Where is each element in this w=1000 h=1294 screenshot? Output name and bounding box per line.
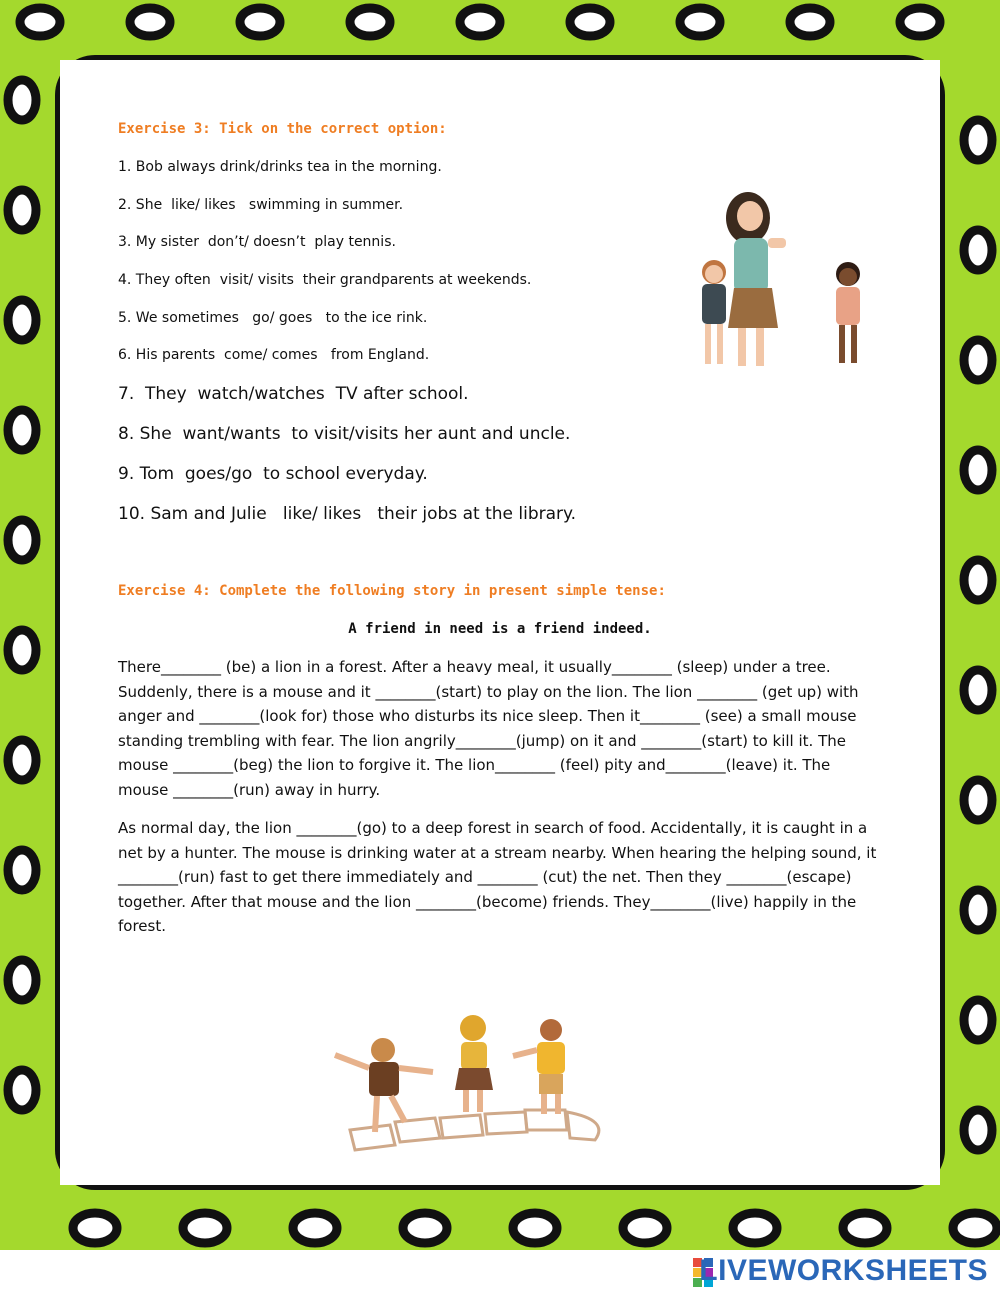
frame-ring [350,8,390,36]
frame-ring [73,1213,117,1243]
frame-ring [900,8,940,36]
exercise3-item: 4. They often visit/ visits their grandparents at weekends. [118,272,532,288]
frame-ring [403,1213,447,1243]
story-paragraph-2: As normal day, the lion ________(go) to a deep forest in search of food. Accidentally, it is caught in a net by a hunter. The mouse is drinking water at a stream nearby. When hearing the helping sound, it ________(run) fast to get there immediately and ________ (cut) the net. Then they ________(escape) together. After that mouse and the lion ________(become) friends. They________(live) happily in the forest. [118,819,877,936]
frame-ring [240,8,280,36]
frame-ring [964,340,992,380]
frame-ring [964,1110,992,1150]
exercise3-item: 10. Sam and Julie like/ likes their jobs at the library. [118,504,577,524]
frame-ring [680,8,720,36]
frame-ring [964,450,992,490]
frame-ring [183,1213,227,1243]
frame-ring [964,780,992,820]
teacher-with-children-illustration [690,188,875,378]
frame-ring [8,740,36,780]
exercise3-title: Exercise 3: Tick on the correct option: [118,121,447,137]
frame-ring [964,890,992,930]
frame-ring [623,1213,667,1243]
frame-ring [790,8,830,36]
frame-ring [8,190,36,230]
exercise3-item: 7. They watch/watches TV after school. [118,384,469,404]
exercise3-item: 9. Tom goes/go to school everyday. [118,464,428,484]
exercise3-item: 3. My sister don’t/ doesn’t play tennis. [118,234,396,250]
frame-ring [8,1070,36,1110]
exercise3-item: 5. We sometimes go/ goes to the ice rink. [118,310,428,326]
frame-ring [8,850,36,890]
frame-ring [20,8,60,36]
frame-ring [964,560,992,600]
exercise3-item: 1. Bob always drink/drinks tea in the morning. [118,159,442,175]
frame-ring [964,230,992,270]
frame-ring [843,1213,887,1243]
frame-ring [8,960,36,1000]
frame-ring [964,670,992,710]
frame-ring [460,8,500,36]
frame-ring [964,1000,992,1040]
frame-ring [8,520,36,560]
frame-ring [570,8,610,36]
story-title: A friend in need is a friend indeed. [348,621,652,637]
exercise3-item: 2. She like/ likes swimming in summer. [118,197,404,213]
frame-ring [293,1213,337,1243]
frame-ring [513,1213,557,1243]
exercise4-title: Exercise 4: Complete the following story in present simple tense: [118,583,666,599]
children-playing-hopscotch-illustration [325,1010,615,1175]
story-paragraph-1: There________ (be) a lion in a forest. After a heavy meal, it usually________ (sleep) under a tree. Suddenly, there is a mouse and it ________(start) to play on the lion. The lion ________ (get up) with anger and ________(look for) those who disturbs its nice sleep. Then it________ (see) a small mouse standing trembling with fear. The lion angrily________(jump) on it and ________(start) to kill it. The mouse ________(beg) the lion to forgive it. The lion________ (feel) pity and________(leave) it. The mouse ________(run) away in hurry. [118,658,859,799]
frame-ring [8,410,36,450]
exercise3-item: 6. His parents come/ comes from England. [118,347,430,363]
frame-ring [964,120,992,160]
exercise3-item: 8. She want/wants to visit/visits her aunt and uncle. [118,424,571,444]
frame-ring [130,8,170,36]
liveworksheets-brand[interactable]: LIVEWORKSHEETS [699,1254,988,1287]
frame-ring [953,1213,997,1243]
frame-ring [733,1213,777,1243]
frame-ring [8,300,36,340]
frame-ring [8,80,36,120]
